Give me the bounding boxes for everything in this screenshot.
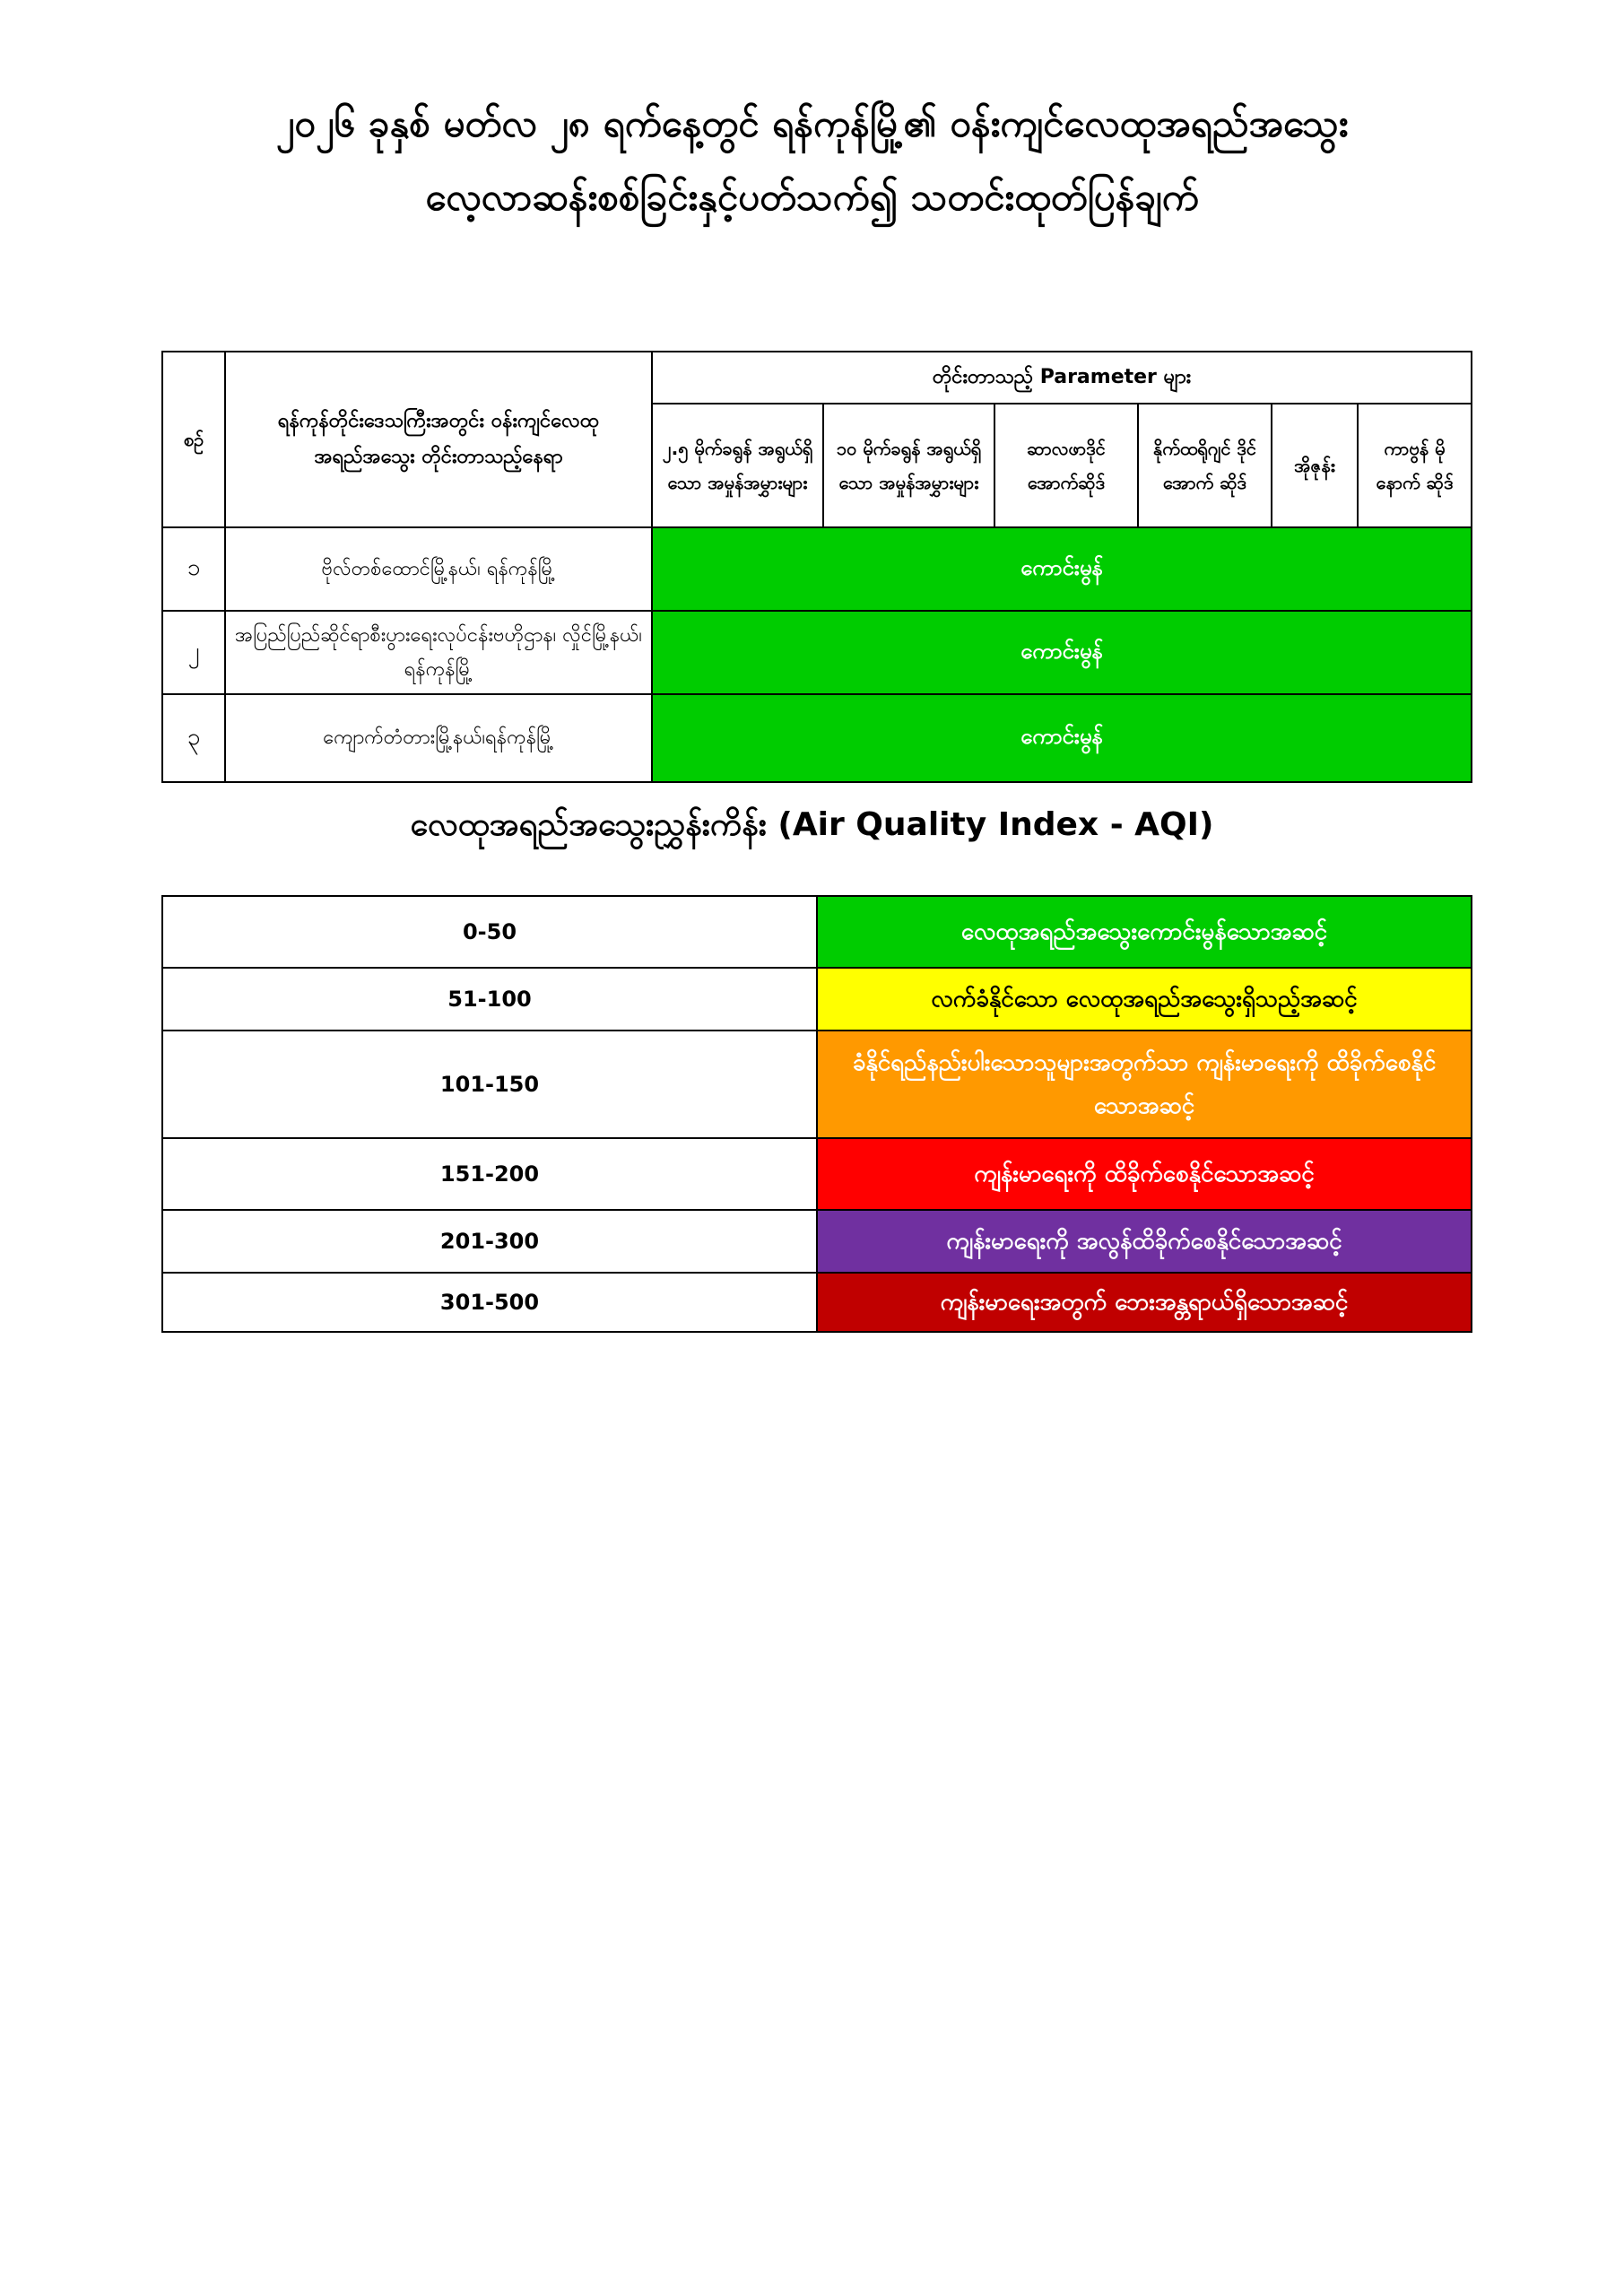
column-header-number: စဉ် [162,352,225,527]
aqi-row-hazardous [162,1273,1472,1332]
aqi-level-label: ကျန်းမာရေးကို ထိခိုက်စေနိုင်သောအဆင့် [817,1138,1472,1210]
row-status: ကောင်းမွန် [652,527,1472,611]
aqi-range: 51-100 [162,968,817,1031]
parameter-header-so2: ဆာလဖာဒိုင် အောက်ဆိုဒ် [994,404,1138,527]
aqi-level-label: ကျန်းမာရေးကို အလွန်ထိခိုက်စေနိုင်သောအဆင့် [817,1210,1472,1273]
row-location: ကျောက်တံတားမြို့နယ်၊ရန်ကုန်မြို့ [225,694,652,782]
table-row [162,611,1472,694]
aqi-scale-table [161,895,1472,1333]
monitoring-locations-table [161,351,1472,783]
parameter-header-no2: နိုက်ထရိုဂျင် ဒိုင်အောက် ဆိုဒ် [1138,404,1272,527]
aqi-level-label: ခံနိုင်ရည်နည်းပါးသောသူများအတွက်သာ ကျန်းမာရေးကို ထိခိုက်စေနိုင်သောအဆင့် [817,1031,1472,1138]
column-header-location: ရန်ကုန်တိုင်းဒေသကြီးအတွင်း ဝန်းကျင်လေထု အရည်အသွေး တိုင်းတာသည့်နေရာ [225,352,652,527]
table-row [162,694,1472,782]
aqi-level-label: လေထုအရည်အသွေးကောင်းမွန်သောအဆင့် [817,896,1472,968]
aqi-level-label: လက်ခံနိုင်သော လေထုအရည်အသွေးရှိသည့်အဆင့် [817,968,1472,1031]
page-title-line-1: ၂၀၂၆ ခုနှစ် မတ်လ ၂၈ ရက်နေ့တွင် ရန်ကုန်မြို့၏ ဝန်းကျင်လေထုအရည်အသွေး [275,101,1349,145]
aqi-row-sensitive [162,1031,1472,1138]
parameter-header-pm25: ၂.၅ မိုက်ခရွန် အရွယ်ရှိသော အမှုန်အမွှားများ [652,404,823,527]
row-status: ကောင်းမွန် [652,611,1472,694]
aqi-range: 101-150 [162,1031,817,1138]
column-header-parameters: တိုင်းတာသည့် Parameter များ [652,352,1472,404]
row-status: ကောင်းမွန် [652,694,1472,782]
aqi-heading: လေထုအရည်အသွေးညွှန်းကိန်း (Air Quality Index - AQI) [410,806,1214,843]
row-number: ၃ [162,694,225,782]
table-row [162,527,1472,611]
aqi-range: 201-300 [162,1210,817,1273]
aqi-level-label: ကျန်းမာရေးအတွက် ဘေးအန္တရာယ်ရှိသောအဆင့် [817,1273,1472,1332]
aqi-range: 151-200 [162,1138,817,1210]
aqi-range: 0-50 [162,896,817,968]
row-location: အပြည်ပြည်ဆိုင်ရာစီးပွားရေးလုပ်ငန်းဗဟိုဌာန၊ လှိုင်မြို့နယ်၊ ရန်ကုန်မြို့ [225,611,652,694]
row-number: ၂ [162,611,225,694]
aqi-row-moderate [162,968,1472,1031]
aqi-row-good [162,896,1472,968]
parameter-header-ozone: အိုဇုန်း [1272,404,1358,527]
aqi-row-unhealthy [162,1138,1472,1210]
aqi-row-very-unhealthy [162,1210,1472,1273]
parameter-header-co: ကာဗွန် မိုနောက် ဆိုဒ် [1358,404,1472,527]
page-title-line-2: လေ့လာဆန်းစစ်ခြင်းနှင့်ပတ်သက်၍ သတင်းထုတ်ပြန်ချက် [425,175,1199,219]
row-location: ဗိုလ်တစ်ထောင်မြို့နယ်၊ ရန်ကုန်မြို့ [225,527,652,611]
parameter-header-pm10: ၁၀ မိုက်ခရွန် အရွယ်ရှိသော အမှုန်အမွှားများ [823,404,994,527]
aqi-range: 301-500 [162,1273,817,1332]
row-number: ၁ [162,527,225,611]
